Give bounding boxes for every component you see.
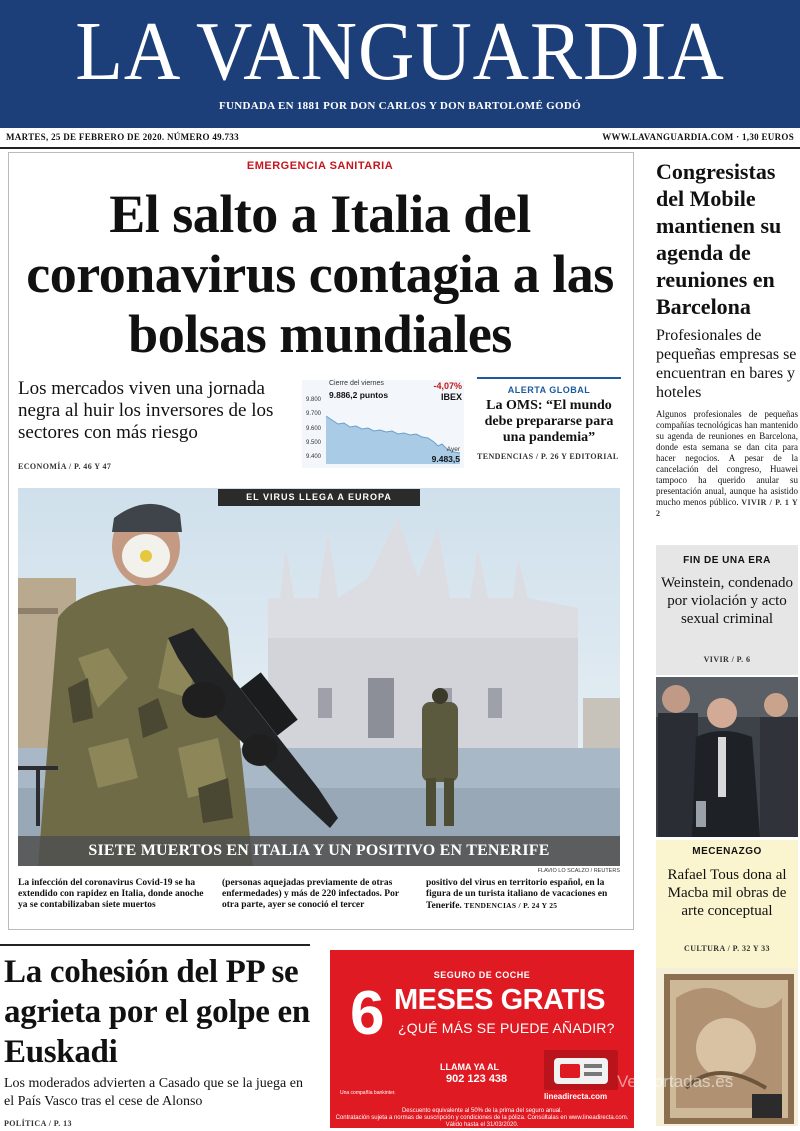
photo-caption[interactable]: SIETE MUERTOS EN ITALIA Y UN POSITIVO EN TENERIFE: [18, 836, 620, 866]
ibex-tick-9600: 9.600: [306, 426, 322, 432]
mobile-ref[interactable]: VIVIR / P. 1 Y 2: [656, 498, 799, 518]
ad-six: 6: [350, 979, 385, 1048]
mobile-body-text: Algunos profesionales de pequeñas compañías tecnológicas han mantenido su agenda de reuniones en Barcelona, donde esta semana se dan cita para hacer negocios. A pesar de la cancelación del congreso, Huawei tampoco ha querido anular su presentación anual, aunque ha asistido mucho menos público.: [656, 409, 798, 507]
ibex-tick-9700: 9.700: [306, 411, 322, 417]
weinstein-box[interactable]: [656, 545, 798, 675]
ibex-tick-9800: 9.800: [306, 397, 322, 403]
story-col-1: La infección del coronavirus Covid-19 se ha extendido con rapidez en Italia, donde anoche ya se contabilizaban siete muertos: [18, 878, 204, 911]
ibex-open-value: 9.886,2 puntos: [329, 390, 389, 400]
ibex-open-label: Cierre del viernes: [329, 380, 384, 387]
mobile-body: [656, 409, 798, 519]
economia-ref[interactable]: ECONOMÍA / P. 46 Y 47: [18, 462, 112, 471]
ad-brand: Una compañía bankinter.: [340, 1090, 396, 1096]
ibex-name: IBEX: [440, 392, 462, 402]
alerta-ref: TENDENCIAS / P. 26 Y EDITORIAL: [477, 452, 619, 461]
alerta-kicker: ALERTA GLOBAL: [507, 385, 591, 395]
pp-headline[interactable]: La cohesión del PP se agrieta por el golpe en Euskadi: [4, 954, 310, 1070]
mobile-subhead: Profesionales de pequeñas empresas se encuentran en bares y hoteles: [656, 327, 797, 401]
linea-directa-ad[interactable]: [330, 950, 634, 1128]
macba-kicker: MECENAZGO: [692, 846, 762, 857]
dateline: [6, 131, 794, 145]
photo-tag: EL VIRUS LLEGA A EUROPA: [218, 489, 420, 506]
ad-que-mas: ¿QUÉ MÁS SE PUEDE AÑADIR?: [398, 1020, 615, 1036]
tendencias-ref[interactable]: TENDENCIAS / P. 24 Y 25: [464, 901, 558, 911]
ad-llama: LLAMA YA AL: [440, 1062, 500, 1072]
ad-phone[interactable]: 902 123 438: [446, 1073, 508, 1085]
soldier-photo: [18, 488, 620, 866]
ad-fine-print: [330, 1108, 634, 1128]
ibex-change: -4,07%: [433, 381, 462, 391]
founded-line: FUNDADA EN 1881 POR DON CARLOS Y DON BARTOLOMÉ GODÓ: [219, 100, 581, 112]
ibex-tick-9500: 9.500: [306, 440, 322, 446]
milan-soldier-photo[interactable]: [18, 488, 620, 866]
ibex-close-value: 9.483,5: [431, 454, 460, 464]
weinstein-headline: Weinstein, condenado por violación y acto sexual criminal: [660, 575, 794, 627]
artwork-photo[interactable]: [656, 968, 798, 1126]
alerta-global-box[interactable]: [477, 377, 621, 461]
ad-kicker: SEGURO DE COCHE: [433, 970, 531, 980]
watermark: VerPortadas.es: [617, 1072, 734, 1091]
macba-ref: CULTURA / P. 32 Y 33: [684, 944, 770, 953]
macba-headline: Rafael Tous dona al Macba mil obras de arte conceptual: [667, 867, 787, 919]
ibex-ayer-label: Ayer: [446, 446, 460, 453]
ad-meses-gratis: MESES GRATIS: [394, 984, 605, 1016]
newspaper-title: LA VANGUARDIA: [75, 5, 725, 98]
ibex-tick-9400: 9.400: [306, 454, 322, 460]
mobile-headline[interactable]: Congresistas del Mobile mantienen su agenda de reuniones en Barcelona: [656, 159, 782, 319]
weinstein-ref: VIVIR / P. 6: [703, 655, 751, 664]
photo-credit: FLAVIO LO SCALZO / REUTERS: [537, 868, 620, 874]
alerta-headline: La OMS: “El mundo debe prepararse para una pandemia”: [484, 398, 614, 445]
top-rule: [0, 147, 800, 149]
story-col-3-text: positivo del virus en territorio español, en la figura de un turista italiano de vacaciones en Tenerife.: [426, 878, 608, 912]
ad-fine-2: Contratación sujeta a normas de suscripción y condiciones de la póliza. Consúltalas en www.lineadirecta.com. Válido hasta el 31/03/2020.: [335, 1115, 629, 1128]
website-price: WWW.LAVANGUARDIA.COM · 1,30 EUROS: [602, 132, 794, 142]
macba-box[interactable]: [656, 840, 798, 968]
masthead: [0, 0, 800, 128]
phone-icon-svg: [544, 1050, 618, 1090]
phone-icon: [544, 1050, 618, 1090]
main-headline[interactable]: El salto a Italia del coronavirus contagia a las bolsas mundiales: [26, 184, 614, 364]
main-kicker: EMERGENCIA SANITARIA: [246, 160, 394, 172]
pp-ref[interactable]: POLÍTICA / P. 13: [4, 1119, 72, 1128]
story-col-3: [426, 878, 622, 913]
weinstein-kicker: FIN DE UNA ERA: [683, 555, 771, 566]
ibex-chart: [302, 380, 464, 468]
ad-fine-1: Descuento equivalente al 50% de la prima del seguro anual.: [401, 1108, 563, 1114]
weinstein-photo-svg: [656, 677, 798, 837]
ad-site[interactable]: lineadirecta.com: [544, 1092, 608, 1101]
weinstein-photo[interactable]: [656, 677, 798, 837]
story-col-2: (personas aquejadas previamente de otras enfermedades) y más de 220 infectados. Por otra parte, ayer se conoció el tercer: [222, 878, 399, 911]
bottom-rule: [0, 944, 310, 946]
pp-subhead: Los moderados advierten a Casado que se la juega en el País Vasco tras el cese de Alonso: [4, 1076, 303, 1109]
artwork-photo-svg: [656, 968, 798, 1126]
date-number: MARTES, 25 DE FEBRERO DE 2020. NÚMERO 49.733: [6, 132, 239, 142]
main-standfirst: Los mercados viven una jornada negra al huir los inversores de los sectores con más riesgo: [18, 378, 274, 443]
